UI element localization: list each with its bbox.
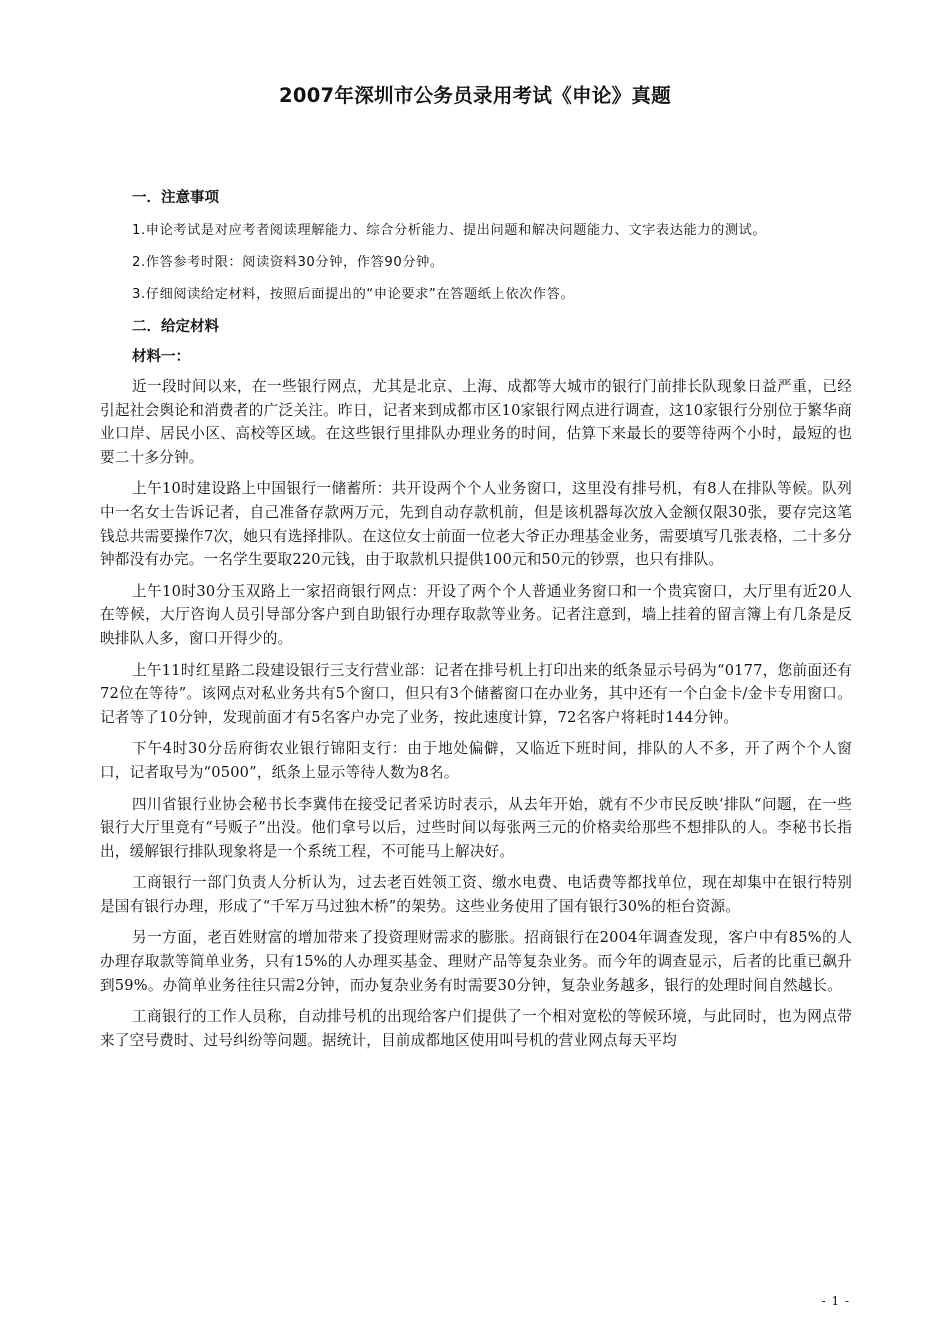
material-paragraph: 四川省银行业协会秘书长李冀伟在接受记者采访时表示，从去年开始，就有不少市民反映‘排队“问题，在一些银行大厅里竟有“号贩子”出没。他们拿号以后，过些时间以每张两三元的价格卖给那些不想排队的人。李秘书长指出，缓解银行排队现象将是一个系统工程，不可能马上解决好。: [100, 795, 852, 860]
material-paragraph: 上午10时建设路上中国银行一储蓄所：共开设两个个人业务窗口，这里没有排号机，有8人在排队等候。队列中一名女士告诉记者，自己准备存款两万元，先到自动存款机前，但是该机器每次放入金额仅限30张，要存完这笔钱总共需要操作7次，她只有选择排队。在这位女士前面一位老大爷正办理基金业务，需要填写几张表格，二十多分钟都没有办完。一名学生要取220元钱，由于取款机只提供100元和50元的钞票，也只有排队。: [100, 480, 852, 569]
material-paragraph: 上午11时红星路二段建设银行三支行营业部：记者在排号机上打印出来的纸条显示号码为“0177，您前面还有72位在等待”。该网点对私业务共有5个窗口，但只有3个储蓄窗口在办业务，其中还有一个白金卡/金卡专用窗口。记者等了10分钟，发现前面才有5名客户办完了业务，按此速度计算，72名客户将耗时144分钟。: [100, 661, 852, 726]
material-paragraph: 下午4时30分岳府街农业银行锦阳支行：由于地处偏僻，又临近下班时间，排队的人不多，开了两个个人窗口，记者取号为“0500”，纸条上显示等待人数为8名。: [100, 740, 852, 781]
note-item: 3.仔细阅读给定材料，按照后面提出的“申论要求”在答题纸上依次作答。: [132, 287, 575, 302]
material-paragraph: 近一段时间以来，在一些银行网点，尤其是北京、上海、成都等大城市的银行门前排长队现象日益严重，已经引起社会舆论和消费者的广泛关注。昨日，记者来到成都市区10家银行网点进行调查，这10家银行分别位于繁华商业口岸、居民小区、高校等区域。在这些银行里排队办理业务的时间，估算下来最长的要等待两个小时，最短的也要二十多分钟。: [100, 378, 852, 466]
section-heading-materials: 二．给定材料: [132, 319, 219, 335]
note-item: 2.作答参考时限：阅读资料30分钟，作答90分钟。: [132, 255, 444, 270]
note-item: 1.申论考试是对应考者阅读理解能力、综合分析能力、提出问题和解决问题能力、文字表达能力的测试。: [132, 223, 767, 238]
material-label: 材料一：: [132, 349, 190, 365]
document-title: 2007年深圳市公务员录用考试《申论》真题: [278, 84, 672, 107]
material-paragraph: 上午10时30分玉双路上一家招商银行网点：开设了两个个人普通业务窗口和一个贵宾窗口，大厅里有近20人在等候，大厅咨询人员引导部分客户到自助银行办理存取款等业务。记者注意到，墙上挂着的留言簿上有几条是反映排队人多，窗口开得少的。: [100, 582, 852, 647]
material-paragraph: 工商银行的工作人员称，自动排号机的出现给客户们提供了一个相对宽松的等候环境，与此同时，也为网点带来了空号费时、过号纠纷等问题。据统计，目前成都地区使用叫号机的营业网点每天平均: [100, 1008, 852, 1049]
document-body: [100, 186, 852, 1052]
material-paragraph: 工商银行一部门负责人分析认为，过去老百姓领工资、缴水电费、电话费等都找单位，现在却集中在银行特别是国有银行办理，形成了“千军万马过独木桥”的架势。这些业务使用了国有银行30%的柜台资源。: [100, 874, 852, 915]
material-paragraph: 另一方面，老百姓财富的增加带来了投资理财需求的膨胀。招商银行在2004年调查发现，客户中有85%的人办理存取款等简单业务，只有15%的人办理买基金、理财产品等复杂业务。而今年的调查显示，后者的比重已飙升到59%。办简单业务往往只需2分钟，而办复杂业务有时需要30分钟，复杂业务越多，银行的处理时间自然越长。: [100, 929, 852, 994]
section-heading-notes: 一．注意事项: [132, 190, 219, 206]
page-number: - 1 -: [821, 1294, 850, 1308]
